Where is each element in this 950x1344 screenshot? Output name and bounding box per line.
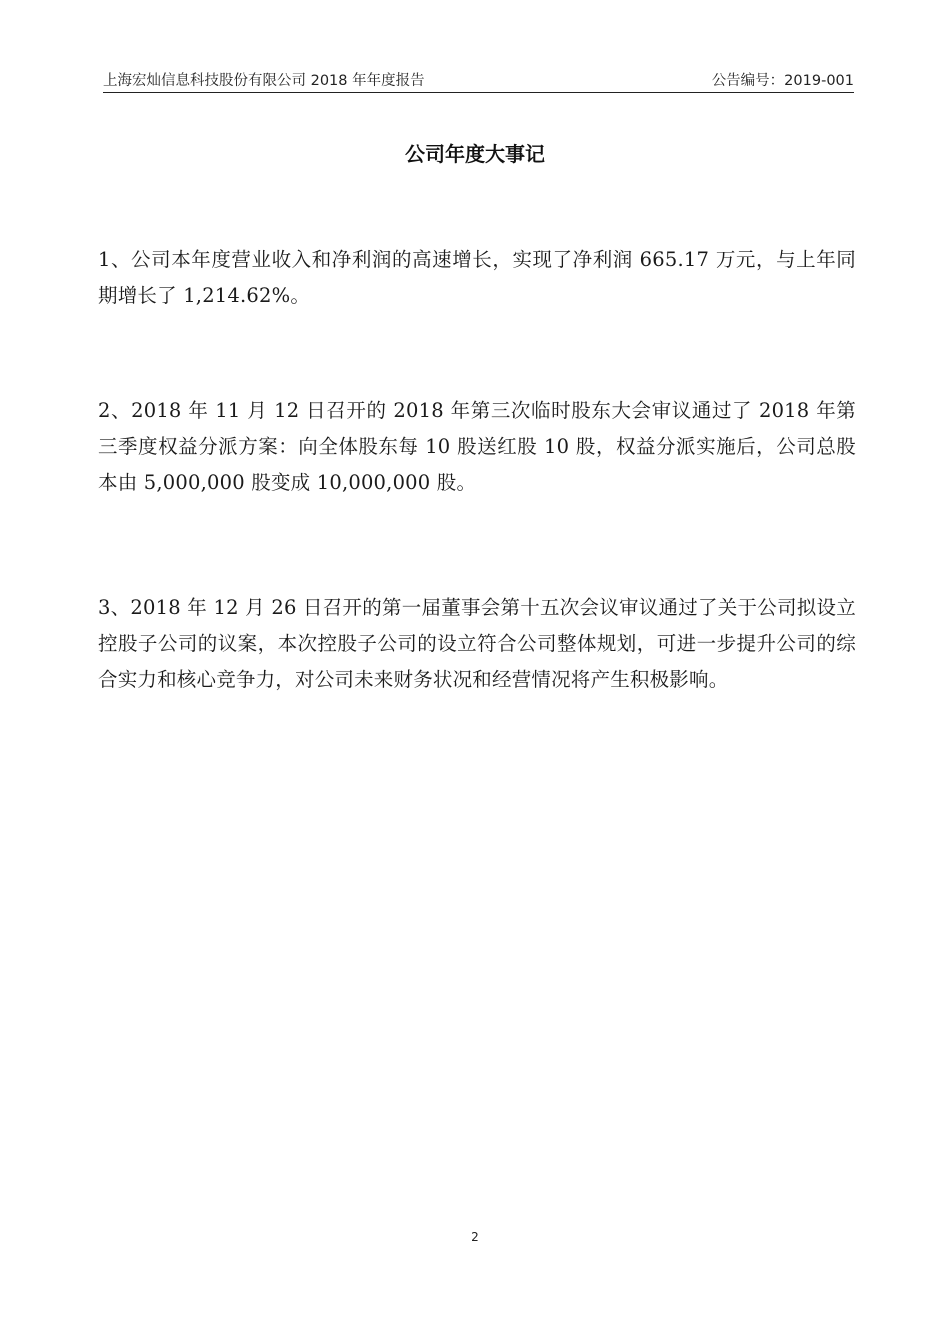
announcement-number: 公告编号：2019-001 <box>711 73 854 89</box>
event-paragraph-1: 1、公司本年度营业收入和净利润的高速增长，实现了净利润 665.17 万元，与上年同期增长了 1,214.62%。 <box>98 248 856 307</box>
report-title: 上海宏灿信息科技股份有限公司 2018 年年度报告 <box>103 73 425 89</box>
page-number: 2 <box>471 1230 479 1244</box>
page-header <box>103 66 854 93</box>
event-paragraph-2: 2、2018 年 11 月 12 日召开的 2018 年第三次临时股东大会审议通过了 2018 年第三季度权益分派方案：向全体股东每 10 股送红股 10 股，权益分派实施后，公司总股本由 5,000,000 股变成 10,000,000 股。 <box>98 399 856 494</box>
event-paragraph-3: 3、2018 年 12 月 26 日召开的第一届董事会第十五次会议审议通过了关于公司拟设立控股子公司的议案，本次控股子公司的设立符合公司整体规划，可进一步提升公司的综合实力和核心竞争力，对公司未来财务状况和经营情况将产生积极影响。 <box>98 596 856 691</box>
page-title: 公司年度大事记 <box>405 142 545 166</box>
